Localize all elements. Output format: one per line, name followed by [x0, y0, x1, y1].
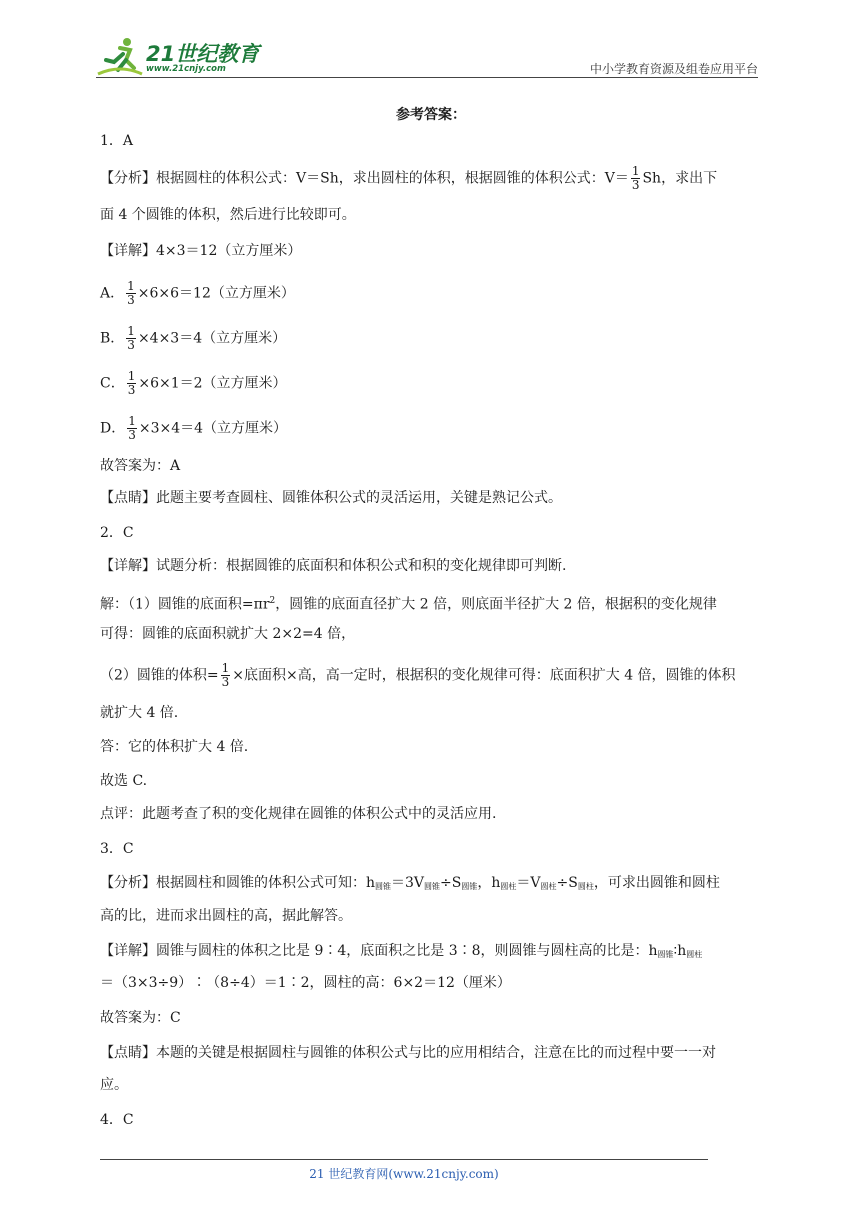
- q2-detail: 【详解】试题分析：根据圆锥的底面积和体积公式和积的变化规律即可判断.: [100, 558, 567, 574]
- q2-sol1-superscript: 2: [269, 596, 276, 606]
- q2-solution-line4: 就扩大 4 倍.: [100, 705, 179, 721]
- q4-number: 4．C: [100, 1112, 134, 1128]
- header-divider: [96, 77, 758, 78]
- q1-option-b: [100, 325, 762, 352]
- q3-text: 【分析】根据圆柱和圆锥的体积公式可知：h: [100, 875, 376, 891]
- q3-subscript: 圆锥: [461, 882, 478, 891]
- q3-subscript: 圆柱: [686, 950, 703, 959]
- q1-option-d: [100, 415, 762, 442]
- q2-comment: 点评：此题考查了积的变化规律在圆锥的体积公式中的灵活应用.: [100, 806, 497, 822]
- q2-number: 2．C: [100, 525, 134, 541]
- fraction-denominator: 3: [127, 293, 135, 307]
- q1-number: 1．A: [100, 133, 134, 149]
- option-text: ×6×6＝12（立方厘米）: [137, 285, 295, 302]
- fraction-denominator: 3: [221, 675, 230, 689]
- fraction-one-third: [126, 280, 136, 307]
- runner-logo-icon: [96, 34, 144, 80]
- q2-answer: 答：它的体积扩大 4 倍.: [100, 739, 249, 755]
- q3-subscript: 圆锥: [375, 882, 392, 891]
- q2-sol2-text-b: ×底面积×高，高一定时，根据积的变化规律可得：底面积扩大 4 倍，圆锥的体积: [232, 667, 736, 684]
- footer-text: 21 世纪教育网(www.21cnjy.com): [309, 1167, 499, 1181]
- logo: [96, 34, 266, 80]
- fraction-numerator: 1: [127, 324, 135, 338]
- option-label: C．: [100, 375, 125, 392]
- fraction-one-third: [126, 325, 136, 352]
- q1-analysis-line2: 面 4 个圆锥的体积，然后进行比较即可。: [100, 207, 356, 223]
- option-text: ×3×4＝4（立方厘米）: [138, 420, 288, 437]
- q2-sol2-text-a: （2）圆锥的体积=: [100, 667, 219, 684]
- q2-solution-line2: 可得：圆锥的底面积就扩大 2×2=4 倍，: [100, 626, 356, 642]
- q3-answer: 故答案为：C: [100, 1010, 181, 1026]
- fraction-denominator: 3: [631, 178, 640, 192]
- q1-detail: 【详解】4×3＝12（立方厘米）: [100, 243, 302, 259]
- fraction-numerator: 1: [127, 279, 135, 293]
- option-label: D．: [100, 420, 126, 437]
- option-text: ×4×3＝4（立方厘米）: [137, 330, 287, 347]
- q1-option-c: [100, 370, 762, 397]
- q3-number: 3．C: [100, 841, 134, 857]
- logo-url: www.21cnjy.com: [146, 64, 226, 74]
- fraction-one-third: [221, 662, 231, 689]
- q3-text: ∶h: [673, 943, 687, 959]
- q3-detail-line1: [100, 941, 762, 965]
- q2-solution-line3: [100, 662, 762, 689]
- header-platform-text: 中小学教育资源及组卷应用平台: [589, 62, 758, 76]
- option-label: B．: [100, 330, 125, 347]
- fraction-one-third: [631, 165, 641, 192]
- q1-answer: 故答案为：A: [100, 458, 181, 474]
- q3-subscript: 圆锥: [657, 950, 674, 959]
- fraction-one-third: [127, 370, 137, 397]
- q3-text: ，h: [477, 875, 501, 891]
- q3-subscript: 圆锥: [424, 882, 441, 891]
- q3-note-line2: 应。: [100, 1077, 128, 1093]
- fraction-denominator: 3: [127, 383, 136, 397]
- logo-text: 21世纪教育: [146, 42, 260, 66]
- q3-text: ＝3V: [391, 875, 425, 891]
- option-label: A．: [100, 285, 125, 302]
- q3-text: 【详解】圆锥与圆柱的体积之比是 9∶4，底面积之比是 3∶8，则圆锥与圆柱高的比是：h: [100, 943, 658, 959]
- q3-subscript: 圆柱: [540, 882, 557, 891]
- page-title: 参考答案：: [396, 107, 466, 123]
- q1-note: 【点睛】此题主要考查圆柱、圆锥体积公式的灵活运用，关键是熟记公式。: [100, 490, 562, 506]
- fraction-numerator: 1: [128, 414, 136, 428]
- option-text: ×6×1＝2（立方厘米）: [138, 375, 287, 392]
- q3-detail-line2: ＝（3×3÷9）∶（8÷4）＝1∶2，圆柱的高：6×2＝12（厘米）: [100, 975, 511, 991]
- fraction-numerator: 1: [221, 661, 230, 675]
- q3-text: ＝V: [516, 875, 541, 891]
- q3-subscript: 圆柱: [577, 882, 594, 891]
- q3-analysis-line2: 高的比，进而求出圆柱的高，据此解答。: [100, 908, 352, 924]
- q3-text: ÷S: [556, 875, 578, 891]
- q3-subscript: 圆柱: [500, 882, 517, 891]
- fraction-numerator: 1: [127, 369, 136, 383]
- fraction-denominator: 3: [128, 428, 136, 442]
- q1-option-a: [100, 280, 762, 307]
- q3-text: ÷S: [440, 875, 462, 891]
- page-header: [96, 34, 758, 80]
- q2-sol1-text-b: ，圆锥的底面直径扩大 2 倍，则底面半径扩大 2 倍，根据积的变化规律: [275, 596, 717, 613]
- q3-analysis-line1: [100, 873, 762, 897]
- q2-solution-line1: [100, 591, 762, 615]
- footer-divider: [100, 1159, 708, 1160]
- q1-analysis-text-a: 【分析】根据圆柱的体积公式：V＝Sh，求出圆柱的体积，根据圆锥的体积公式：V＝: [100, 170, 629, 187]
- q1-analysis-line1: [100, 165, 762, 192]
- q2-choose: 故选 C.: [100, 773, 148, 789]
- q2-sol1-text-a: 解：（1）圆锥的底面积=πr: [100, 596, 270, 613]
- fraction-denominator: 3: [127, 338, 135, 352]
- q3-text: ，可求出圆锥和圆柱: [593, 875, 720, 891]
- q3-note-line1: 【点睛】本题的关键是根据圆柱与圆锥的体积公式与比的应用相结合，注意在比的而过程中要一一对: [100, 1045, 716, 1061]
- q1-analysis-text-b: Sh，求出下: [642, 170, 718, 187]
- fraction-numerator: 1: [631, 164, 640, 178]
- fraction-one-third: [127, 415, 137, 442]
